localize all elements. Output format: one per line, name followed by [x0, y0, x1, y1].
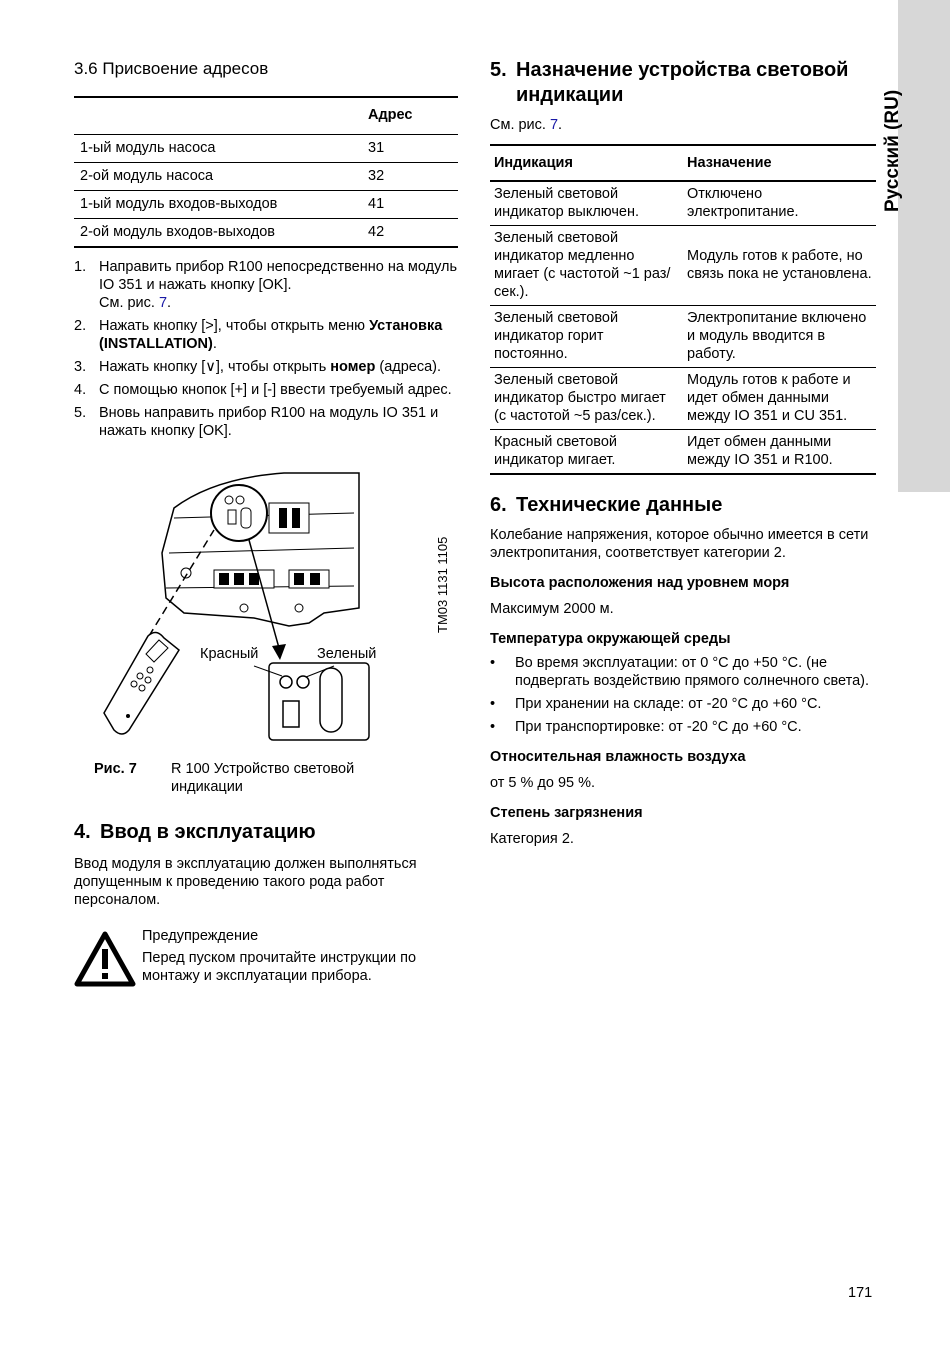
humidity-title: Относительная влажность воздуха [490, 749, 746, 765]
table-cell: Модуль готов к работе, но связь пока не установлена. [683, 226, 876, 306]
see-text: См. рис. [490, 117, 550, 133]
device-illustration [74, 458, 458, 758]
list-item [74, 404, 458, 440]
step-text: (адреса). [375, 359, 442, 375]
humidity-value: от 5 % до 95 %. [490, 775, 596, 791]
list-item [74, 381, 458, 399]
table-header-cell: Адрес [362, 97, 458, 135]
page-number: 171 [848, 1285, 873, 1301]
table-cell: Зеленый световой индикатор выключен. [490, 181, 683, 226]
table-cell: 42 [368, 224, 385, 240]
table-cell: 2-ой модуль насоса [74, 163, 362, 191]
section-number: 5. [490, 59, 507, 81]
table-row [74, 163, 458, 191]
right-column [490, 58, 876, 848]
list-item: • При транспортировке: от -20 °C до +60 °C. [490, 719, 802, 735]
table-cell: 1-ый модуль входов-выходов [74, 191, 362, 219]
table-header-row [74, 97, 458, 135]
table-row [490, 430, 876, 475]
table-cell: Электропитание включено и модуль вводится в работу. [683, 306, 876, 368]
step-text: . [167, 295, 172, 311]
table-cell: Красный световой индикатор мигает. [494, 434, 618, 468]
table-cell: 31 [362, 135, 458, 163]
step-number: 1. [74, 259, 87, 275]
warning-text: Перед пуском прочитайте инструкции по монтажу и эксплуатации прибора. [142, 950, 417, 984]
table-cell: 32 [362, 163, 458, 191]
step-number: 3. [74, 359, 87, 375]
list-item: • Во время эксплуатации: от 0 °C до +50 °C. (не подвергать воздействию прямого солнечного света). [490, 655, 870, 689]
list-item: • При хранении на складе: от -20 °C до +60 °C. [490, 696, 822, 712]
table-row [490, 181, 876, 226]
table-row [74, 191, 458, 219]
left-column [74, 58, 458, 992]
step-text: Нажать кнопку [>], чтобы открыть меню [99, 318, 370, 334]
list-item-text: Во время эксплуатации: от 0 °C до +50 °C. (не подвергать воздействию прямого солнечного света). [515, 655, 870, 689]
figure-caption [74, 760, 458, 796]
step-number: 4. [74, 382, 87, 398]
step-number: 2. [74, 318, 87, 334]
table-row [74, 219, 458, 248]
table-header-cell: Индикация [490, 145, 683, 181]
section-title-text: индикации [516, 84, 624, 106]
list-item [74, 258, 458, 312]
table-cell: Модуль готов к работе и идет обмен данными между IO 351 и CU 351. [683, 368, 876, 430]
table-header-cell [74, 97, 362, 135]
figure-7 [74, 458, 458, 758]
table-header-row [490, 145, 876, 181]
table-row [490, 368, 876, 430]
label-green: Зеленый [317, 646, 377, 662]
step-text: См. рис. [99, 295, 159, 311]
step-text: С помощью кнопок [+] и [-] ввести требуемый адрес. [99, 382, 452, 398]
see-text: . [558, 117, 563, 133]
caption-label: Рис. 7 [94, 761, 137, 777]
step-bold: номер [330, 359, 376, 375]
caption-text: R 100 Устройство световой индикации [171, 761, 355, 795]
step-number: 5. [74, 405, 87, 421]
pollution-value: Категория 2. [490, 831, 574, 847]
table-row [490, 226, 876, 306]
section-number: 6. [490, 494, 507, 516]
step-bold: Установка (INSTALLATION) [99, 318, 443, 352]
section-4 [74, 820, 458, 992]
figure-link[interactable]: 7 [158, 295, 168, 311]
steps-list [74, 258, 458, 440]
table-cell: 41 [362, 191, 458, 219]
table-row [74, 135, 458, 163]
language-tab-label: Русский (RU) [882, 89, 903, 212]
figure-code: TM03 1131 1105 [435, 536, 450, 633]
temperature-list [490, 654, 876, 736]
table-header-cell: Назначение [683, 145, 876, 181]
list-item [74, 317, 458, 353]
see-figure [490, 116, 876, 134]
warning-title: Предупреждение [142, 928, 259, 944]
figure-link[interactable]: 7 [549, 117, 559, 133]
list-item-text: При транспортировке: от -20 °C до +60 °C. [515, 719, 802, 735]
section-6-title [490, 493, 876, 518]
section-title-text: Технические данные [516, 494, 723, 516]
section-6 [490, 493, 876, 848]
label-red: Красный [200, 646, 259, 662]
address-table [74, 96, 458, 248]
section-4-text: Ввод модуля в эксплуатацию должен выполняться допущенным к проведению такого рода работ персоналом. [74, 856, 417, 908]
section-6-intro: Колебание напряжения, которое обычно имеется в сети электропитания, соответствует категории 2. [490, 527, 869, 561]
list-item-text: При хранении на складе: от -20 °C до +60 °C. [515, 696, 822, 712]
section-title-text: Ввод в эксплуатацию [100, 821, 316, 843]
table-cell: Отключено электропитание. [683, 181, 876, 226]
list-item [74, 358, 458, 376]
step-text: . [212, 336, 217, 352]
indication-table [490, 144, 876, 475]
step-text: Вновь направить прибор R100 на модуль IO 351 и нажать кнопку [OK]. [99, 405, 439, 439]
step-text: Нажать кнопку [∨], чтобы открыть [99, 359, 331, 375]
pollution-title: Степень загрязнения [490, 805, 643, 821]
table-cell: 1-ый модуль насоса [74, 135, 362, 163]
section-4-title [74, 820, 458, 845]
table-cell: 2-ой модуль входов-выходов [80, 224, 276, 240]
table-cell: Зеленый световой индикатор горит постоянно. [490, 306, 683, 368]
altitude-value: Максимум 2000 м. [490, 601, 614, 617]
altitude-title: Высота расположения над уровнем моря [490, 575, 790, 591]
temperature-title: Температура окружающей среды [490, 631, 731, 647]
warning-block [74, 927, 458, 992]
section-3-6-title: 3.6 Присвоение адресов [74, 59, 269, 78]
warning-text-block [142, 927, 458, 992]
section-number: 4. [74, 821, 91, 843]
section-5-title [490, 58, 876, 108]
warning-icon [74, 927, 142, 992]
language-tab [882, 0, 950, 492]
table-cell: Зеленый световой индикатор быстро мигает (с частотой ~5 раз/сек.). [490, 368, 683, 430]
step-text: Направить прибор R100 непосредственно на модуль IO 351 и нажать кнопку [OK]. [99, 259, 458, 293]
table-cell: Идет обмен данными между IO 351 и R100. [687, 434, 833, 468]
section-title-text: Назначение устройства световой [516, 59, 849, 81]
table-row [490, 306, 876, 368]
table-cell: Зеленый световой индикатор медленно мигает (с частотой ~1 раз/сек.). [490, 226, 683, 306]
